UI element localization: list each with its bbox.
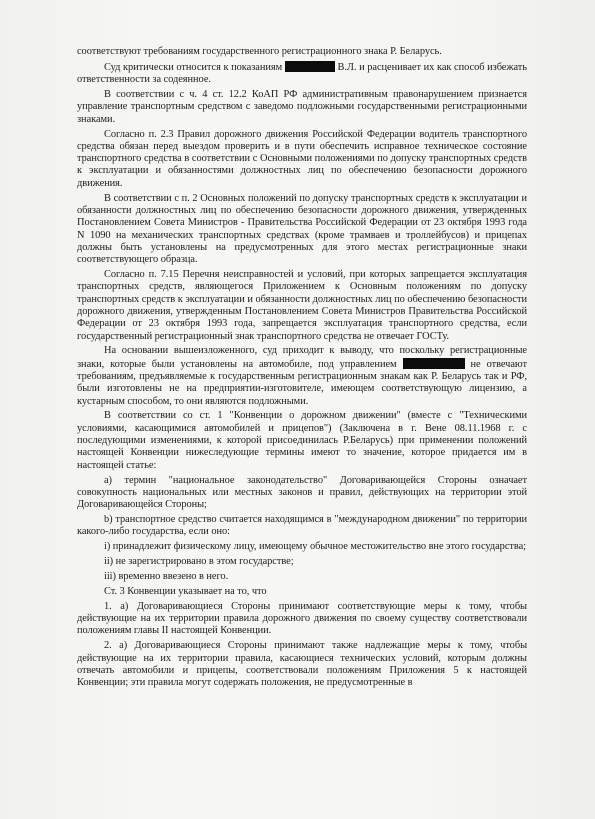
paragraph [77,61,527,87]
paragraph: Ст. 3 Конвенции указывает на то, что [104,585,267,597]
paragraph: В соответствии с п. 2 Основных положений по допуску транспортных средств к эксплуатации и обязанности должностных лиц по обеспечению безопасности дорожного движения, утвержденных Постановлением Совета Министров - Правительства Российской Федерации от 23 октября 1993 года N 1090 на механических транспортных средствах (кроме трамваев и троллейбусов) и прицепах должны быть установлены на предусмотренных для этого местах регистрационные знаки соответствующего образца. [77,192,527,266]
paragraph: 1. а) Договаривающиеся Стороны принимают соответствующие меры к тому, чтобы действующие на их территории правила дорожного движения по своему существу соответствовали положениям главы II настоящей Конвенции. [77,600,527,637]
paragraph: соответствуют требованиям государственного регистрационного знака Р. Беларусь. [77,46,442,57]
paragraph: а) термин "национальное законодательство" Договаривающейся Стороны означает совокупность национальных или местных законов и правил, действующих на территории этой Договаривающейся Стороны; [77,474,527,511]
redacted-name [285,61,335,72]
paragraph [77,345,527,407]
document-body [77,46,527,692]
paragraph: В соответствии с ч. 4 ст. 12.2 КоАП РФ административным правонарушением признается управление транспортным средством с заведомо подложными государственными регистрационными знаками. [77,89,527,125]
paragraph: 2. а) Договаривающиеся Стороны принимают также надлежащие меры к тому, чтобы действующие на их территории правила, касающиеся технических условий, которым должны отвечать автомобили и прицепы, соответствовали положениям Приложения 5 к настоящей Конвенции; эти правила могут содержать положения, не предусмотренные в [77,640,527,689]
text-fragment: не отвечают требованиям, предъявляемые к государственным регистрационным знакам как Р. Беларусь так и РФ, были изготовлены не на предприятии-изготовителе, имеющем соответствующую лицензию, а кустарным способом, то они являются подложными. [77,358,527,407]
paragraph: b) транспортное средство считается находящимся в "международном движении" по территории какого-либо государства, если оно: [77,514,527,538]
text-fragment: В.Л. и расценивает их как способ избежать ответственности за содеянное. [77,61,527,86]
text-fragment: На основании вышеизложенного, суд приходит к выводу, что поскольку регистрационные знаки, которые были установлены на автомобиле, под управлением [77,345,527,370]
paragraph: i) принадлежит физическому лицу, имеющему обычное местожительство вне этого государства; [104,541,526,553]
paragraph: Согласно п. 2.3 Правил дорожного движения Российской Федерации водитель транспортного средства обязан перед выездом проверить и в пути обеспечить исправное техническое состояние транспортного средства в соответствии с Основными положениями по допуску транспортных средств к эксплуатации и обязанностями должностных лиц по обеспечению безопасности дорожного движения. [77,128,527,189]
paragraph: Согласно п. 7.15 Перечня неисправностей и условий, при которых запрещается эксплуатация транспортных средств, являющегося Приложением к Основным положениям по допуску транспортных средств к эксплуатации и обязанности должностных лиц по обеспечению безопасности дорожного движения, утвержденным Постановлением Совета Министров Правительства Российской Федерации от 23 октября 1993 года, запрещается эксплуатация транспортного средства, если государственный регистрационный знак транспортного средства не отвечает ГОСТу. [77,269,527,342]
paragraph: В соответствии со ст. 1 "Конвенции о дорожном движении" (вместе с "Техническими условиями, касающимися автомобилей и прицепов") (Заключена в г. Вене 08.11.1968 г. с последующими изменениями, к которой присоединилась Р.Беларусь) при применении положений настоящей Конвенции нижеследующие термины имеют то значение, которое придается им в настоящей статье: [77,410,527,471]
paragraph: ii) не зарегистрировано в этом государстве; [104,556,294,568]
text-fragment: Суд критически относится к показаниям [104,61,283,73]
redacted-name [403,358,465,369]
paragraph: iii) временно ввезено в него. [104,571,229,582]
